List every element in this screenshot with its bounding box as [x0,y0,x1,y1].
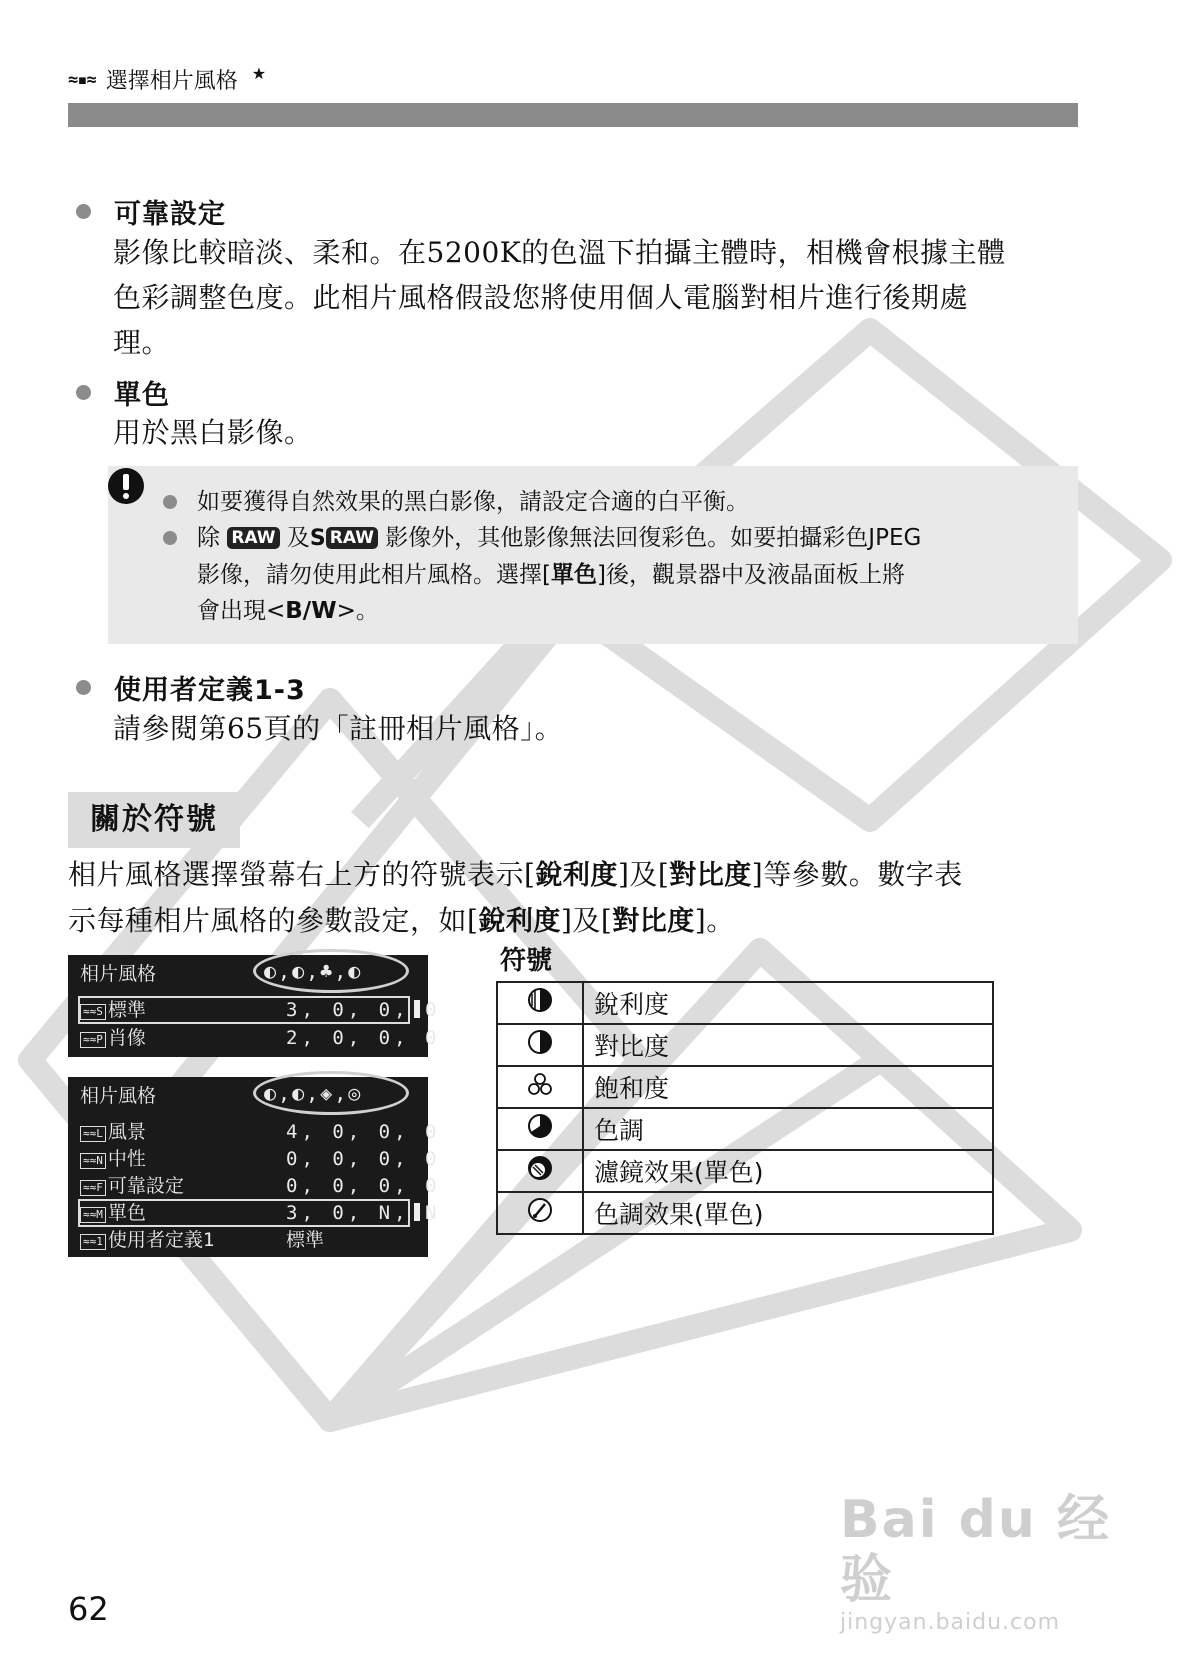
bullet-icon [163,495,177,509]
baidu-jingyan-logo [840,1490,1130,1635]
symbol-label: 銳利度 [583,982,993,1024]
star-icon: ★ [251,64,267,83]
symbol-label: 對比度 [583,1024,993,1066]
style-row-faithful: ≈≈F 可靠設定 0, 0, 0, 0 [68,1173,428,1199]
sraw-icon: RAW [326,527,378,549]
symbol-label: 飽和度 [583,1066,993,1108]
filter-effect-icon [527,1155,553,1181]
page-header [68,64,266,95]
caution-item: 如要獲得自然效果的黑白影像，請設定合適的白平衡。 [163,484,1063,520]
picture-style-screen-2 [68,1077,441,1257]
user-defined-heading: 使用者定義1-3 [114,675,306,706]
toning-effect-icon [527,1197,553,1223]
caution-icon [106,466,146,506]
color-tone-icon [527,1113,553,1139]
saturation-icon [527,1071,553,1097]
icon-highlight-oval [253,949,409,993]
style-row-standard: ≈≈S 標準 3, 0, 0, 0 [68,997,428,1023]
picture-style-screen-1 [68,955,441,1057]
style-row-portrait: ≈≈P 肖像 2, 0, 0, 0 [68,1025,428,1051]
table-row [497,1066,993,1108]
sharpness-icon [527,987,553,1013]
table-row [497,1024,993,1066]
header-rule [68,103,1078,127]
style-row-neutral: ≈≈N 中性 0, 0, 0, 0 [68,1146,428,1172]
symbols-section-heading: 關於符號 [68,792,240,848]
header-title: 選擇相片風格 [105,69,238,94]
monochrome-description: 用於黑白影像。 [113,416,313,449]
faithful-description: 影像比較暗淡、柔和。在5200K的色溫下拍攝主體時，相機會根據主體 色彩調整色度。此相片風格假設您將使用個人電腦對相片進行後期處 理。 [113,236,1006,359]
bullet-icon [163,531,177,545]
contrast-icon [527,1029,553,1055]
screen-title: 相片風格 [80,1085,157,1107]
parameter-icons: ◐,◐,♣,◐ [264,959,363,983]
table-row [497,982,993,1024]
baidu-url: jingyan.baidu.com [840,1610,1061,1635]
bullet-icon [76,385,91,400]
table-row [497,1150,993,1192]
parameter-icons: ◐,◐,◈,◎ [264,1081,363,1105]
style-row-landscape: ≈≈L 風景 4, 0, 0, 0 [68,1119,428,1145]
monochrome-heading: 單色 [114,380,170,411]
caution-item: 除 RAW 及S RAW 影像外，其他影像無法回復彩色。如要拍攝彩色JPEG 影像，請勿使用此相片風格。選擇[單色]後，觀景器中及液晶面板上將 會出現<B/W>。 [163,520,1063,629]
symbol-table [496,981,994,1235]
symbol-table-title: 符號 [500,946,553,976]
user-defined-description: 請參閱第65頁的「註冊相片風格」。 [113,712,564,745]
style-row-user-def-1: ≈≈1 使用者定義1 標準 [68,1227,428,1253]
bullet-icon [76,680,91,695]
page-number: 62 [68,1590,109,1628]
bw-indicator: B/W [285,598,337,624]
screen-title: 相片風格 [80,963,157,985]
baidu-logo-text: Bai du 经验 [840,1490,1111,1610]
table-row [497,1192,993,1234]
style-row-monochrome: ≈≈M 單色 3, 0, N, N [68,1200,428,1226]
table-row [497,1108,993,1150]
symbol-label: 色調 [583,1108,993,1150]
icon-highlight-oval [253,1071,409,1115]
raw-icon: RAW [227,527,279,549]
symbol-label: 濾鏡效果(單色) [583,1150,993,1192]
picture-style-icon: ≈▪≈ [68,69,96,90]
caution-box [108,466,1078,644]
bullet-icon [76,204,91,219]
symbol-label: 色調效果(單色) [583,1192,993,1234]
symbols-description: 相片風格選擇螢幕右上方的符號表示[銳利度]及[對比度]等參數。數字表 示每種相片風格的參數設定，如[銳利度]及[對比度]。 [68,858,963,937]
faithful-heading: 可靠設定 [114,199,226,230]
